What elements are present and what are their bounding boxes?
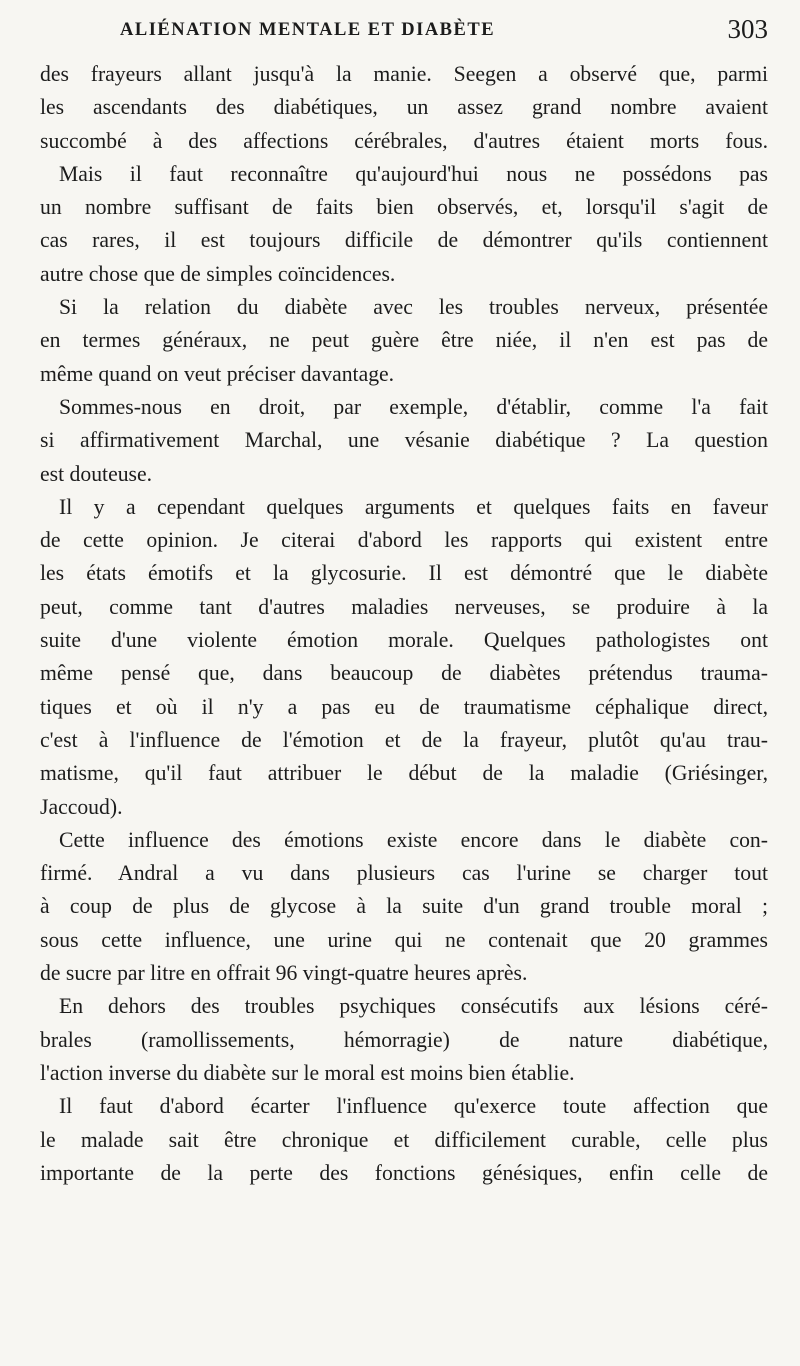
text-line: de sucre par litre en offrait 96 vingt-quatre heures après. <box>40 961 528 986</box>
text-line: peut, comme tant d'autres maladies nerveuses, se produire à la <box>40 594 768 619</box>
running-head <box>40 14 768 48</box>
text-line: l'action inverse du diabète sur le moral est moins bien établie. <box>40 1060 575 1085</box>
running-title: ALIÉNATION MENTALE ET DIABÈTE <box>120 20 496 40</box>
text-line: importante de la perte des fonctions génésiques, enfin celle de <box>40 1160 768 1185</box>
text-line: firmé. Andral a vu dans plusieurs cas l'urine se charger tout <box>40 861 768 886</box>
text-line: sous cette influence, une urine qui ne contenait que 20 grammes <box>40 927 768 952</box>
text-line: autre chose que de simples coïncidences. <box>40 261 396 286</box>
text-line: suite d'une violente émotion morale. Quelques pathologistes ont <box>40 628 768 653</box>
text-line: est douteuse. <box>40 461 153 486</box>
book-page <box>40 0 768 1366</box>
text-line: brales (ramollissements, hémorragie) de nature diabétique, <box>40 1027 768 1052</box>
body-text <box>40 58 768 1190</box>
text-line: les ascendants des diabétiques, un assez grand nombre avaient <box>40 95 768 120</box>
text-line: même pensé que, dans beaucoup de diabètes prétendus trauma- <box>40 661 768 686</box>
text-line: les états émotifs et la glycosurie. Il est démontré que le diabète <box>40 561 768 586</box>
text-line: Il y a cependant quelques arguments et quelques faits en faveur <box>59 494 768 519</box>
text-line: Mais il faut reconnaître qu'aujourd'hui nous ne possédons pas <box>59 161 768 186</box>
text-line: Sommes-nous en droit, par exemple, d'établir, comme l'a fait <box>59 394 768 419</box>
text-line: à coup de plus de glycose à la suite d'un grand trouble moral ; <box>40 894 768 919</box>
text-line: un nombre suffisant de faits bien observés, et, lorsqu'il s'agit de <box>40 195 768 220</box>
text-line: succombé à des affections cérébrales, d'autres étaient morts fous. <box>40 128 768 153</box>
text-line: si affirmativement Marchal, une vésanie diabétique ? La question <box>40 428 768 453</box>
text-line: En dehors des troubles psychiques consécutifs aux lésions céré- <box>59 994 768 1019</box>
text-line: en termes généraux, ne peut guère être niée, il n'en est pas de <box>40 328 768 353</box>
page-number: 303 <box>727 14 768 44</box>
text-line: c'est à l'influence de l'émotion et de la frayeur, plutôt qu'au trau- <box>40 727 768 752</box>
text-line: Cette influence des émotions existe encore dans le diabète con- <box>59 827 768 852</box>
text-line: de cette opinion. Je citerai d'abord les rapports qui existent entre <box>40 528 768 553</box>
text-line: des frayeurs allant jusqu'à la manie. Seegen a observé que, parmi <box>40 62 768 86</box>
text-line: tiques et où il n'y a pas eu de traumatisme céphalique direct, <box>40 694 768 719</box>
text-line: le malade sait être chronique et difficilement curable, celle plus <box>40 1127 768 1152</box>
text-line: Jaccoud). <box>40 794 123 819</box>
text-line: matisme, qu'il faut attribuer le début de la maladie (Griésinger, <box>40 761 768 786</box>
text-line: Il faut d'abord écarter l'influence qu'exerce toute affection que <box>59 1094 768 1119</box>
text-line: cas rares, il est toujours difficile de démontrer qu'ils contiennent <box>40 228 768 253</box>
text-line: Si la relation du diabète avec les troubles nerveux, présentée <box>59 295 768 320</box>
text-line: même quand on veut préciser davantage. <box>40 361 395 386</box>
